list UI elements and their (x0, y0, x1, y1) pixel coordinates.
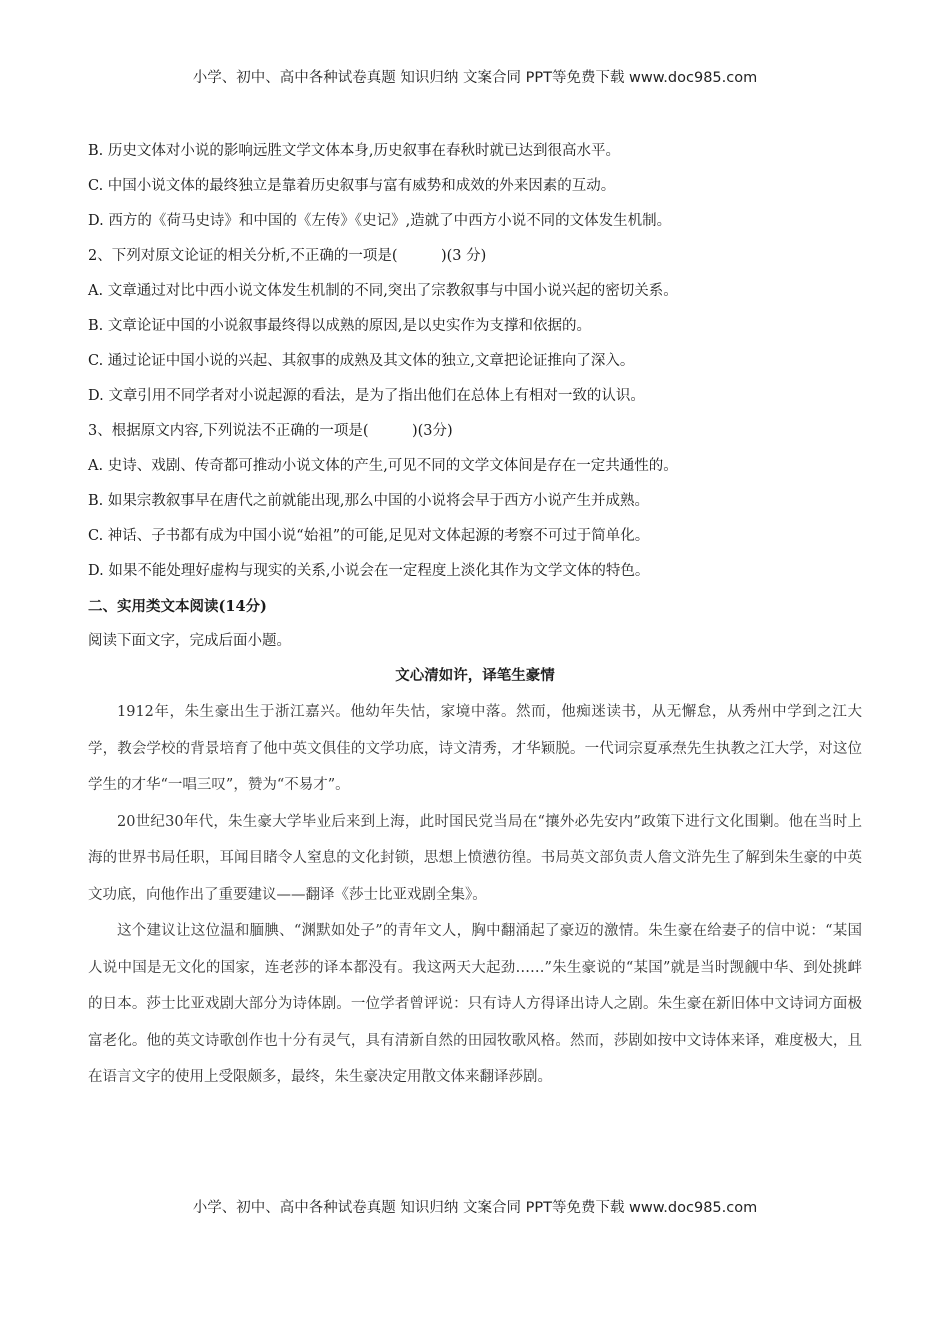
article-title: 文心清如许，译笔生豪情 (395, 668, 555, 684)
option-line: D. 如果不能处理好虚构与现实的关系,小说会在一定程度上淡化其作为文学文体的特色。 (88, 563, 650, 579)
option-line: D. 文章引用不同学者对小说起源的看法，是为了指出他们在总体上有相对一致的认识。 (88, 388, 645, 404)
document-body (88, 134, 862, 1096)
page-footer: 小学、初中、高中各种试卷真题 知识归纳 文案合同 PPT等免费下载 www.doc985.com (192, 1200, 758, 1216)
option-line: B. 文章论证中国的小说叙事最终得以成熟的原因,是以史实作为支撑和依据的。 (88, 318, 591, 334)
article-body (88, 694, 862, 1096)
article-paragraph: 这个建议让这位温和腼腆、“渊默如处子”的青年文人，胸中翻涌起了豪迈的激情。朱生豪在给妻子的信中说：“某国人说中国是无文化的国家，连老莎的译本都没有。我这两天大起劲……”朱生豪说的“某国”就是当时觊觎中华、到处挑衅的日本。莎士比亚戏剧大部分为诗体剧。一位学者曾评说：只有诗人方得译出诗人之剧。朱生豪在新旧体中文诗词方面极富老化。他的英文诗歌创作也十分有灵气，具有清新自然的田园牧歌风格。然而，莎剧如按中文诗体来译，难度极大，且在语言文字的使用上受限颇多，最终，朱生豪决定用散文体来翻译莎剧。 (88, 923, 862, 1085)
question-line: 3、根据原文内容,下列说法不正确的一项是( )(3分) (88, 423, 453, 439)
option-line: A. 文章通过对比中西小说文体发生机制的不同,突出了宗教叙事与中国小说兴起的密切关系。 (88, 283, 678, 299)
option-line: B. 历史文体对小说的影响远胜文学文体本身,历史叙事在春秋时就已达到很高水平。 (88, 143, 620, 159)
option-line: D. 西方的《荷马史诗》和中国的《左传》《史记》,造就了中西方小说不同的文体发生机制。 (88, 213, 672, 229)
option-line: B. 如果宗教叙事早在唐代之前就能出现,那么中国的小说将会早于西方小说产生并成熟。 (88, 493, 649, 509)
page-header: 小学、初中、高中各种试卷真题 知识归纳 文案合同 PPT等免费下载 www.doc985.com (192, 70, 758, 86)
instruction-text: 阅读下面文字，完成后面小题。 (88, 633, 291, 649)
section-heading: 二、实用类文本阅读(14分) (88, 598, 267, 615)
article-paragraph: 20世纪30年代，朱生豪大学毕业后来到上海，此时国民党当局在“攘外必先安内”政策下进行文化围剿。他在当时上海的世界书局任职，耳闻目睹令人窒息的文化封锁，思想上愤懑彷徨。书局英文部负责人詹文浒先生了解到朱生豪的中英文功底，向他作出了重要建议——翻译《莎士比亚戏剧全集》。 (88, 813, 862, 903)
article-paragraph: 1912年，朱生豪出生于浙江嘉兴。他幼年失怙，家境中落。然而，他痴迷读书，从无懈怠，从秀州中学到之江大学，教会学校的背景培育了他中英文俱佳的文学功底，诗文清秀，才华颖脱。一代词宗夏承焘先生执教之江大学，对这位学生的才华“一唱三叹”，赞为“不易才”。 (88, 704, 862, 793)
option-line: C. 通过论证中国小说的兴起、其叙事的成熟及其文体的独立,文章把论证推向了深入。 (88, 353, 635, 369)
option-line: A. 史诗、戏剧、传奇都可推动小说文体的产生,可见不同的文学文体间是存在一定共通性的。 (88, 458, 678, 474)
option-line: C. 神话、子书都有成为中国小说“始祖”的可能,足见对文体起源的考察不可过于简单化。 (88, 528, 650, 544)
question-line: 2、下列对原文论证的相关分析,不正确的一项是( )(3 分) (88, 248, 487, 264)
option-line: C. 中国小说文体的最终独立是靠着历史叙事与富有威势和成效的外来因素的互动。 (88, 178, 616, 194)
